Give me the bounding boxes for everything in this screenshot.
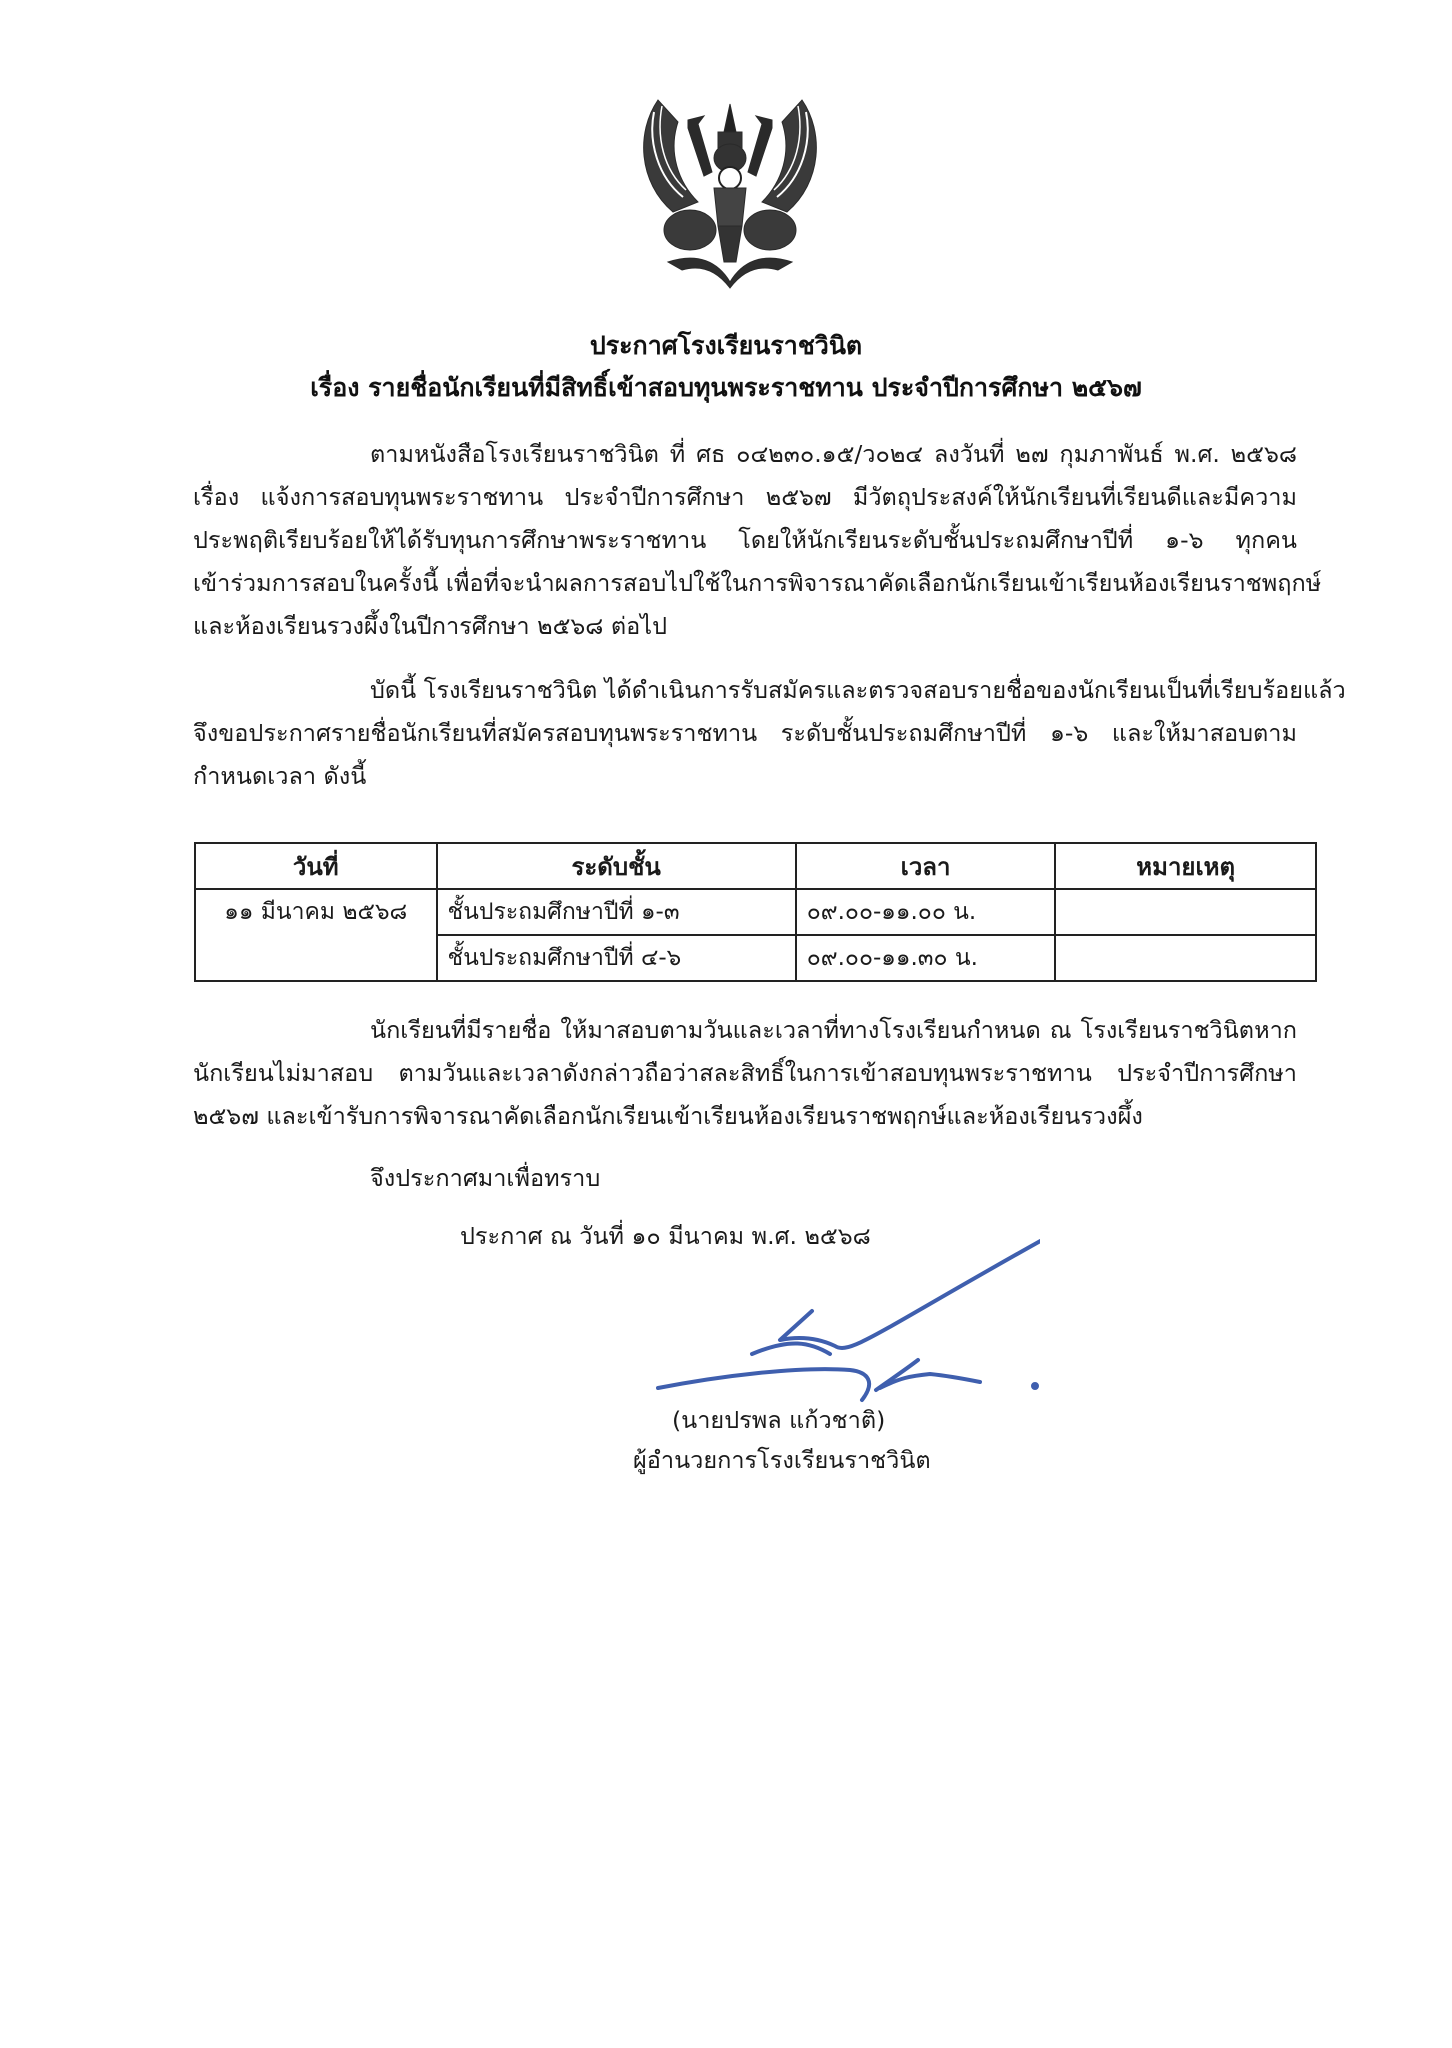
header-time: เวลา bbox=[796, 843, 1056, 889]
signer-name: (นายปรพล แก้วชาติ) bbox=[672, 1406, 886, 1434]
paragraph-line: กำหนดเวลา ดังนี้ bbox=[193, 762, 367, 790]
announcement-subject: เรื่อง รายชื่อนักเรียนที่มีสิทธิ์เข้าสอบทุนพระราชทาน ประจำปีการศึกษา ๒๕๖๗ bbox=[310, 373, 1142, 402]
signature-mark bbox=[640, 1210, 1040, 1420]
garuda-emblem-icon bbox=[628, 92, 832, 292]
paragraph-line: ๒๕๖๗ และเข้ารับการพิจารณาคัดเลือกนักเรียนเข้าเรียนห้องเรียนราชพฤกษ์และห้องเรียนรวงผึ้ง bbox=[193, 1102, 1143, 1130]
closing-statement: จึงประกาศมาเพื่อทราบ bbox=[370, 1164, 601, 1192]
cell-time: ๐๙.๐๐-๑๑.๐๐ น. bbox=[796, 889, 1056, 935]
exam-schedule-table bbox=[194, 842, 1317, 982]
table-header-row bbox=[195, 843, 1316, 889]
table-row bbox=[195, 889, 1316, 935]
paragraph-line: เรื่อง แจ้งการสอบทุนพระราชทาน ประจำปีการศึกษา ๒๕๖๗ มีวัตถุประสงค์ให้นักเรียนที่เรียนดีและมีความ bbox=[193, 483, 1297, 511]
cell-note bbox=[1055, 935, 1316, 981]
announcement-date: ประกาศ ณ วันที่ ๑๐ มีนาคม พ.ศ. ๒๕๖๘ bbox=[460, 1222, 871, 1250]
paragraph-line: นักเรียนไม่มาสอบ ตามวันและเวลาดังกล่าวถือว่าสละสิทธิ์ในการเข้าสอบทุนพระราชทาน ประจำปีการศึกษา bbox=[193, 1059, 1297, 1087]
paragraph-line: และห้องเรียนรวงผึ้งในปีการศึกษา ๒๕๖๘ ต่อไป bbox=[193, 612, 667, 640]
header-date: วันที่ bbox=[195, 843, 437, 889]
cell-level: ชั้นประถมศึกษาปีที่ ๑-๓ bbox=[437, 889, 796, 935]
signer-title: ผู้อำนวยการโรงเรียนราชวินิต bbox=[633, 1446, 931, 1474]
cell-date: ๑๑ มีนาคม ๒๕๖๘ bbox=[195, 889, 437, 981]
cell-note bbox=[1055, 889, 1316, 935]
paragraph-line: นักเรียนที่มีรายชื่อ ให้มาสอบตามวันและเวลาที่ทางโรงเรียนกำหนด ณ โรงเรียนราชวินิตหาก bbox=[370, 1016, 1297, 1044]
cell-level: ชั้นประถมศึกษาปีที่ ๔-๖ bbox=[437, 935, 796, 981]
paragraph-line: บัดนี้ โรงเรียนราชวินิต ได้ดำเนินการรับสมัครและตรวจสอบรายชื่อของนักเรียนเป็นที่เรียบร้อยแล้ว bbox=[370, 676, 1346, 704]
header-note: หมายเหตุ bbox=[1055, 843, 1316, 889]
cell-time: ๐๙.๐๐-๑๑.๓๐ น. bbox=[796, 935, 1056, 981]
paragraph-line: เข้าร่วมการสอบในครั้งนี้ เพื่อที่จะนำผลการสอบไปใช้ในการพิจารณาคัดเลือกนักเรียนเข้าเรียนห้องเรียนราชพฤกษ์ bbox=[193, 569, 1322, 597]
announcement-heading: ประกาศโรงเรียนราชวินิต bbox=[589, 331, 863, 360]
paragraph-line: จึงขอประกาศรายชื่อนักเรียนที่สมัครสอบทุนพระราชทาน ระดับชั้นประถมศึกษาปีที่ ๑-๖ และให้มาสอบตาม bbox=[193, 719, 1297, 747]
header-level: ระดับชั้น bbox=[437, 843, 796, 889]
paragraph-line: ประพฤติเรียบร้อยให้ได้รับทุนการศึกษาพระราชทาน โดยให้นักเรียนระดับชั้นประถมศึกษาปีที่ ๑-๖ ทุกคน bbox=[193, 526, 1297, 554]
paragraph-line: ตามหนังสือโรงเรียนราชวินิต ที่ ศธ ๐๔๒๓๐.๑๕/ว๐๒๔ ลงวันที่ ๒๗ กุมภาพันธ์ พ.ศ. ๒๕๖๘ bbox=[370, 440, 1297, 468]
